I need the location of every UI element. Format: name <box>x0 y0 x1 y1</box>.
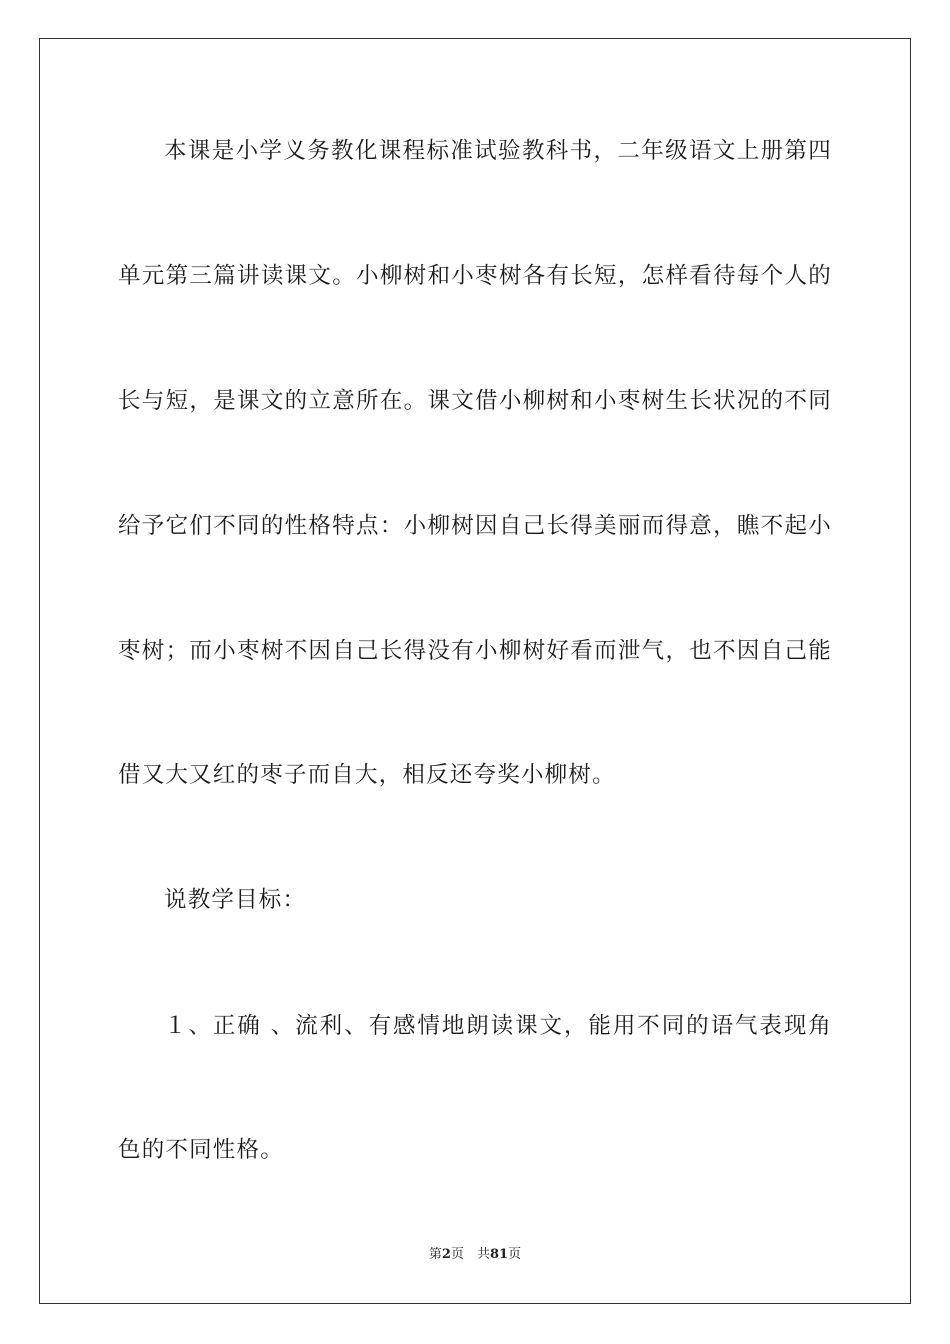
footer-total-pages: 81 <box>489 1247 509 1262</box>
paragraph-line-4: 给予它们不同的性格特点：小柳树因自己长得美丽而得意，瞧不起小 <box>118 513 832 539</box>
page-footer <box>0 1246 950 1264</box>
paragraph-line-1: 本课是小学义务教化课程标准试验教科书，二年级语文上册第四 <box>164 138 832 164</box>
footer-suffix: 页 <box>508 1247 522 1262</box>
footer-middle: 页 共 <box>450 1247 490 1262</box>
page-border <box>39 38 911 1304</box>
paragraph-line-2: 单元第三篇讲读课文。小柳树和小枣树各有长短，怎样看待每个人的 <box>118 263 832 289</box>
paragraph-line-3: 长与短，是课文的立意所在。课文借小柳树和小枣树生长状况的不同 <box>118 388 832 414</box>
paragraph-line-5: 枣树；而小枣树不因自己长得没有小柳树好看而泄气，也不因自己能 <box>118 638 832 664</box>
objective-line-2: 色的不同性格。 <box>118 1137 284 1163</box>
paragraph-line-6: 借又大又红的枣子而自大，相反还夸奖小柳树。 <box>118 762 616 788</box>
footer-page-number: 2 <box>441 1247 451 1262</box>
objective-line-1: １、正确 、流利、有感情地朗读课文，能用不同的语气表现角 <box>164 1013 832 1039</box>
footer-prefix: 第 <box>428 1247 442 1262</box>
section-heading: 说教学目标： <box>164 887 307 913</box>
